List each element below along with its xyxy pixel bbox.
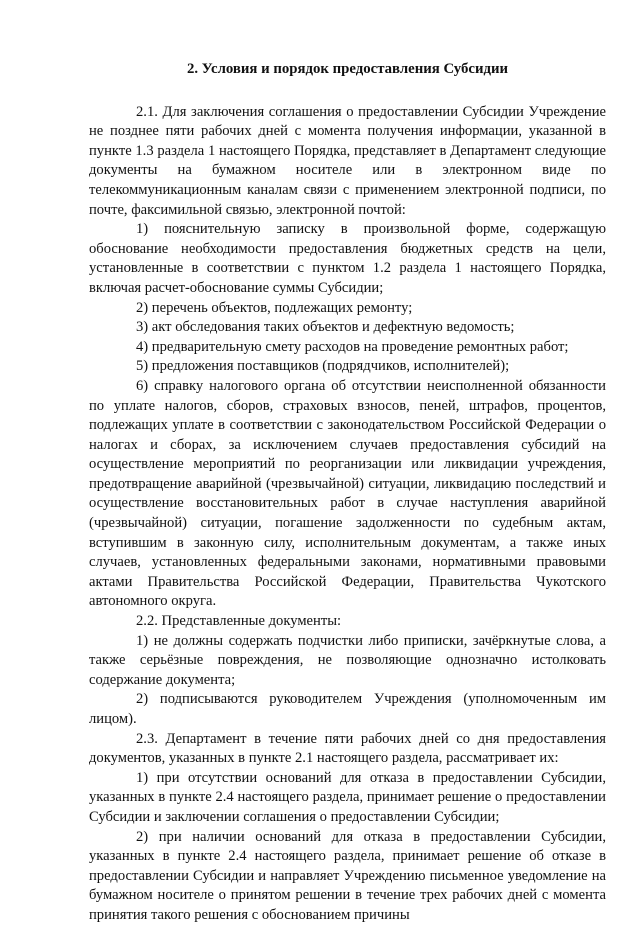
list-item-2: 2) перечень объектов, подлежащих ремонту; xyxy=(136,299,413,316)
list-item-1: 1) пояснительную записку в произвольной форме, содержащую обоснование необходимости предоставления бюджетных средств на цели, установленные в соответствии с пунктом 1.2 раздела 1 настоящего Порядка, включая расчет-обоснование суммы Субсидии; xyxy=(89,221,606,296)
section-title: 2. Условия и порядок предоставления Субсидии xyxy=(186,61,509,77)
list-item-6: 6) справку налогового органа об отсутствии неисполненной обязанности по уплате налогов, сборов, страховых взносов, пеней, штрафов, процентов, подлежащих уплате в соответствии с законодательством Российской Федерации о налогах и сборах, за исключением случаев предоставления субсидий на осуществление мероприятий по реорганизации или ликвидации учреждения, предотвращение аварийной (чрезвычайной) ситуации, ликвидацию последствий и осуществление восстановительных работ в случае наступления аварийной (чрезвычайной) ситуации, погашение задолженности по судебным актам, вступившим в законную силу, исполнительным документам, а также иных случаев, установленных федеральными законами, нормативными правовыми актами Правительства Российской Федерации, Правительства Чукотского автономного округа. xyxy=(89,377,606,610)
paragraph-2-1: 2.1. Для заключения соглашения о предоставлении Субсидии Учреждение не позднее пяти рабочих дней с момента получения информации, указанной в пункте 1.3 раздела 1 настоящего Порядка, представляет в Департамент следующие документы на бумажном носителе или в электронном виде по телекоммуникационным каналам связи с применением электронной подписи, по почте, факсимильной связью, электронной почтой: xyxy=(89,103,606,218)
list-item-2-3-1: 1) при отсутствии оснований для отказа в предоставлении Субсидии, указанных в пункте 2.4 настоящего раздела, принимает решение о предоставлении Субсидии и заключении соглашения о предоставлении Субсидии; xyxy=(89,769,606,825)
list-item-3: 3) акт обследования таких объектов и дефектную ведомость; xyxy=(136,319,515,336)
list-item-2-3-2: 2) при наличии оснований для отказа в предоставлении Субсидии, указанных в пункте 2.4 настоящего раздела, принимает решение об отказе в предоставлении Субсидии и направляет Учреждению письменное уведомление на бумажном носителе о принятом решении в течение трех рабочих дней с момента принятия такого решения с обоснованием причины xyxy=(89,828,606,923)
list-item-4: 4) предварительную смету расходов на проведение ремонтных работ; xyxy=(136,338,569,355)
list-item-2-2-2: 2) подписываются руководителем Учреждения (уполномоченным им лицом). xyxy=(89,691,606,727)
paragraph-2-2: 2.2. Представленные документы: xyxy=(136,613,342,630)
list-item-2-2-1: 1) не должны содержать подчистки либо приписки, зачёркнутые слова, а также серьёзные повреждения, не позволяющие однозначно истолковать содержание документа; xyxy=(89,632,606,688)
list-item-5: 5) предложения поставщиков (подрядчиков, исполнителей); xyxy=(136,358,510,375)
paragraph-2-3: 2.3. Департамент в течение пяти рабочих дней со дня предоставления документов, указанных в пункте 2.1 настоящего раздела, рассматривает их: xyxy=(89,730,606,767)
